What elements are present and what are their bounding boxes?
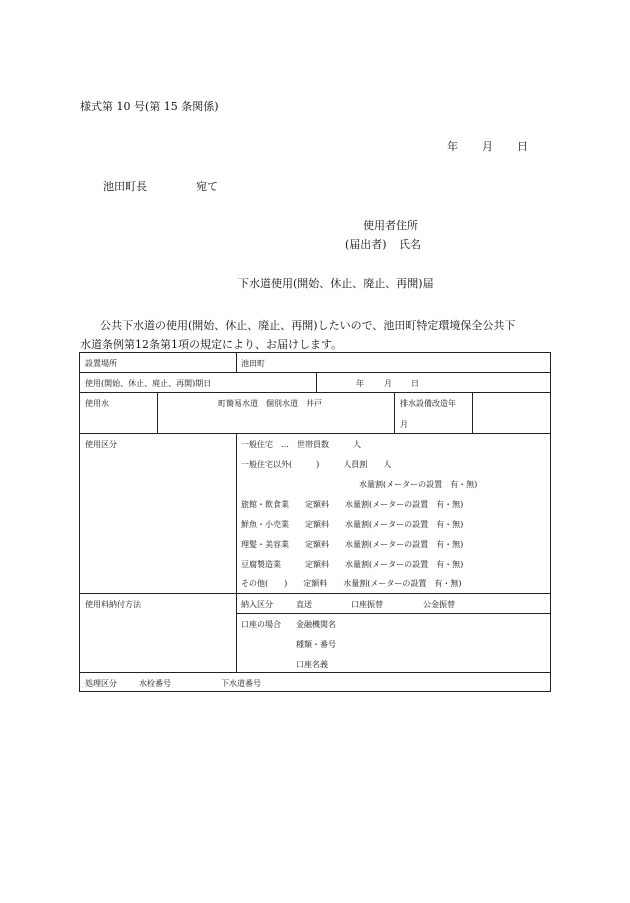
payment-account-label: 口座の場合 bbox=[241, 620, 281, 629]
category-row-1: 一般住宅 … 世帯員数 人 bbox=[241, 440, 361, 449]
payment-public-transfer: 公金振替 bbox=[423, 600, 455, 609]
hydrant-label: 水栓番号 bbox=[139, 679, 171, 688]
category-row-4: 旅館・飲食業 定額料 水量割(メーターの設置 有・無) bbox=[241, 500, 464, 509]
start-date-year: 年 bbox=[356, 379, 364, 388]
category-row-3: 水量割(メーターの設置 有・無) bbox=[359, 480, 478, 489]
date-month: 月 bbox=[482, 140, 493, 153]
process-label: 処理区分 bbox=[85, 679, 117, 688]
payment-account-type: 種類・番号 bbox=[296, 640, 336, 649]
start-date-label: 使用(開始、休止、廃止、再開)期日 bbox=[85, 379, 212, 388]
category-row-2: 一般住宅以外( ) 人員割 人 bbox=[241, 460, 392, 469]
body-line-1: 公共下水道の使用(開始、休止、廃止、再開)したいので、池田町特定環境保全公共下 bbox=[100, 319, 516, 332]
addressee-name: 池田町長 bbox=[103, 180, 147, 193]
date-day: 日 bbox=[517, 140, 528, 153]
water-label: 使用水 bbox=[85, 399, 109, 408]
category-label: 使用区分 bbox=[85, 440, 117, 449]
addressee-suffix: 宛て bbox=[196, 180, 218, 193]
category-row-6: 理髪・美容業 定額料 水量割(メーターの設置 有・無) bbox=[241, 540, 464, 549]
drain-label: 排水設備改造年 bbox=[400, 399, 456, 408]
payment-type-label: 納入区分 bbox=[241, 600, 273, 609]
category-row-5: 鮮魚・小売業 定額料 水量割(メーターの設置 有・無) bbox=[241, 520, 464, 529]
water-options: 町簡易水道 個別水道 井戸 bbox=[218, 399, 322, 408]
payment-label: 使用料納付方法 bbox=[85, 600, 141, 609]
category-row-7: 豆腐製造業 定額料 水量割(メーターの設置 有・無) bbox=[241, 560, 464, 569]
payment-direct: 直送 bbox=[296, 600, 312, 609]
sewer-label: 下水道番号 bbox=[221, 679, 261, 688]
date-year: 年 bbox=[447, 140, 458, 153]
payment-bank: 金融機関名 bbox=[296, 620, 336, 629]
filer-label: (届出者) bbox=[345, 238, 387, 251]
category-row-8: その他( ) 定額料 水量割(メーターの設置 有・無) bbox=[241, 579, 462, 588]
drain-label-2: 月 bbox=[400, 420, 408, 429]
location-label: 設置場所 bbox=[85, 359, 117, 368]
name-label: 氏名 bbox=[399, 238, 421, 251]
start-date-month: 月 bbox=[384, 379, 392, 388]
location-value: 池田町 bbox=[241, 359, 265, 368]
body-line-2: 水道条例第12条第1項の規定により、お届けします。 bbox=[80, 338, 343, 351]
form-number: 様式第 10 号(第 15 条関係) bbox=[80, 100, 219, 113]
start-date-day: 日 bbox=[411, 379, 419, 388]
user-address-label: 使用者住所 bbox=[363, 219, 418, 232]
form-title: 下水道使用(開始、休止、廃止、再開)届 bbox=[238, 277, 434, 290]
payment-account-transfer: 口座振替 bbox=[351, 600, 383, 609]
payment-account-holder: 口座名義 bbox=[296, 660, 328, 669]
